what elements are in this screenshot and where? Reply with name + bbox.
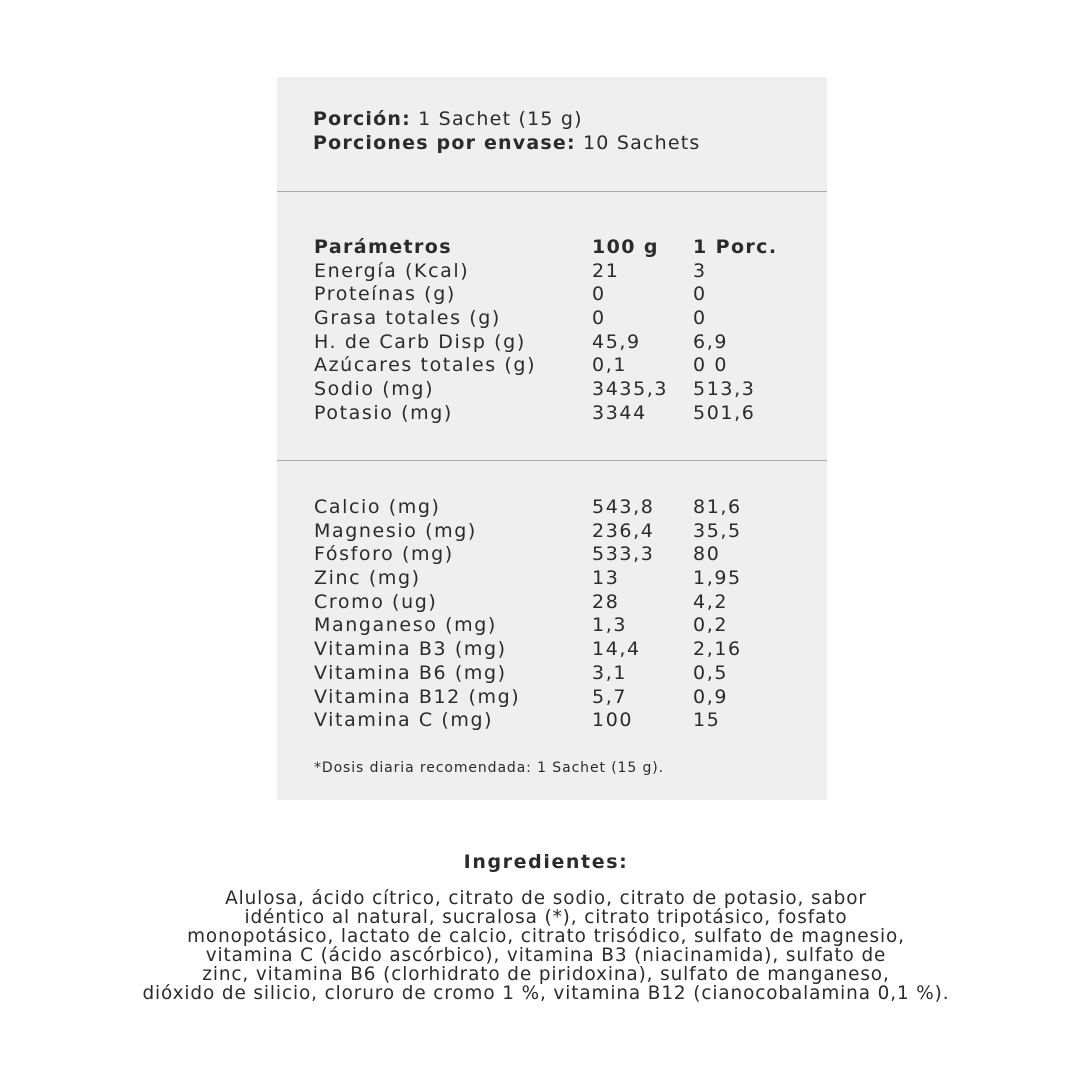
- ingredients-title: Ingredientes:: [463, 851, 629, 873]
- portion-label: Porción:: [313, 108, 411, 130]
- nutrient-name: Manganeso (mg): [314, 614, 497, 637]
- table-row: [314, 378, 814, 402]
- value-per-serving: 0,5: [693, 661, 729, 684]
- table-row: [314, 567, 814, 591]
- nutrient-name: Zinc (mg): [314, 567, 421, 590]
- value-per100: 543,8: [592, 496, 655, 518]
- value-per-serving: 2,16: [693, 638, 742, 661]
- value-per100: 3435,3: [592, 378, 669, 401]
- value-per100: 0: [592, 283, 606, 306]
- value-per-serving: 501,6: [693, 401, 756, 424]
- nutrient-name: Sodio (mg): [314, 378, 435, 401]
- value-per-serving: 0,2: [693, 614, 729, 637]
- divider: [277, 191, 827, 192]
- table-row: [314, 638, 814, 662]
- value-per-serving: 81,6: [693, 496, 742, 518]
- table-row: [314, 496, 814, 520]
- serving-info: [313, 107, 700, 155]
- value-per100: 533,3: [592, 543, 655, 566]
- value-per-serving: 1,95: [693, 567, 742, 590]
- table-row: [314, 614, 814, 638]
- value-per-serving: 35,5: [693, 519, 742, 542]
- table-row: [314, 331, 814, 355]
- ingredients-line: dióxido de silicio, cloruro de cromo 1 %, vitamina B12 (cianocobalamina 0,1 %).: [142, 983, 950, 1004]
- table-row: [314, 686, 814, 710]
- value-per100: 0: [592, 307, 606, 330]
- value-per-serving: 0 0: [693, 354, 729, 377]
- nutrient-name: Grasa totales (g): [314, 307, 501, 330]
- ingredients-line: Alulosa, ácido cítrico, citrato de sodio, citrato de potasio, sabor: [225, 888, 867, 909]
- value-per100: 3344: [592, 401, 647, 424]
- table-row: [314, 520, 814, 544]
- value-per100: 3,1: [592, 661, 628, 684]
- value-per-serving: 80: [693, 543, 721, 566]
- nutrient-name: Cromo (ug): [314, 590, 438, 613]
- nutrient-name: Fósforo (mg): [314, 543, 454, 566]
- portion-line: [313, 107, 700, 131]
- value-per-serving: 6,9: [693, 330, 729, 353]
- table-row: [314, 307, 814, 331]
- value-per100: 100: [592, 709, 634, 732]
- value-per-serving: 0: [693, 283, 707, 306]
- value-per100: 45,9: [592, 330, 641, 353]
- value-per100: 0,1: [592, 354, 628, 377]
- value-per100: 21: [592, 259, 620, 282]
- ingredients-line: monopotásico, lactato de calcio, citrato trisódico, sulfato de magnesio,: [187, 926, 905, 947]
- nutrient-name: H. de Carb Disp (g): [314, 330, 526, 353]
- value-per-serving: 513,3: [693, 378, 756, 401]
- nutrient-name: Proteínas (g): [314, 283, 456, 306]
- nutrient-name: Magnesio (mg): [314, 519, 477, 542]
- footnote: *Dosis diaria recomendada: 1 Sachet (15 g).: [314, 760, 665, 776]
- value-per100: 5,7: [592, 685, 628, 708]
- ingredients-line: zinc, vitamina B6 (clorhidrato de piridoxina), sulfato de manganeso,: [202, 964, 890, 985]
- minerals-table: [314, 496, 814, 733]
- value-per100: 28: [592, 590, 620, 613]
- ingredients-text: [70, 889, 1022, 1003]
- nutrient-name: Vitamina B12 (mg): [314, 685, 521, 708]
- servings-line: [313, 131, 700, 155]
- value-per100: 14,4: [592, 638, 641, 661]
- table-header: [314, 236, 814, 260]
- nutrient-name: Vitamina B6 (mg): [314, 661, 507, 684]
- ingredients-line: vitamina C (ácido ascórbico), vitamina B3 (niacinamida), sulfato de: [205, 945, 887, 966]
- table-row: [314, 402, 814, 426]
- header-param: Parámetros: [314, 236, 452, 258]
- servings-label: Porciones por envase:: [313, 132, 576, 154]
- header-per100: 100 g: [592, 236, 659, 258]
- value-per-serving: 0,9: [693, 685, 729, 708]
- nutrient-name: Vitamina C (mg): [314, 709, 494, 732]
- table-row: [314, 543, 814, 567]
- value-per-serving: 15: [693, 709, 721, 732]
- divider: [277, 460, 827, 461]
- table-row: [314, 260, 814, 284]
- portion-value: 1 Sachet (15 g): [418, 108, 583, 130]
- table-row: [314, 709, 814, 733]
- ingredients-line: idéntico al natural, sucralosa (*), citrato tripotásico, fosfato: [244, 907, 848, 928]
- value-per-serving: 4,2: [693, 590, 729, 613]
- nutrient-name: Potasio (mg): [314, 401, 453, 424]
- value-per100: 1,3: [592, 614, 628, 637]
- table-row: [314, 354, 814, 378]
- value-per-serving: 0: [693, 307, 707, 330]
- nutrient-name: Azúcares totales (g): [314, 354, 537, 377]
- header-per-serving: 1 Porc.: [693, 236, 778, 258]
- table-row: [314, 283, 814, 307]
- table-row: [314, 591, 814, 615]
- nutrients-table: [314, 236, 814, 426]
- nutrient-name: Calcio (mg): [314, 496, 441, 518]
- nutrient-name: Vitamina B3 (mg): [314, 638, 507, 661]
- value-per-serving: 3: [693, 259, 707, 282]
- value-per100: 13: [592, 567, 620, 590]
- nutrient-name: Energía (Kcal): [314, 259, 470, 282]
- servings-value: 10 Sachets: [583, 132, 701, 154]
- value-per100: 236,4: [592, 519, 655, 542]
- table-row: [314, 662, 814, 686]
- nutrition-facts-panel: [277, 77, 827, 800]
